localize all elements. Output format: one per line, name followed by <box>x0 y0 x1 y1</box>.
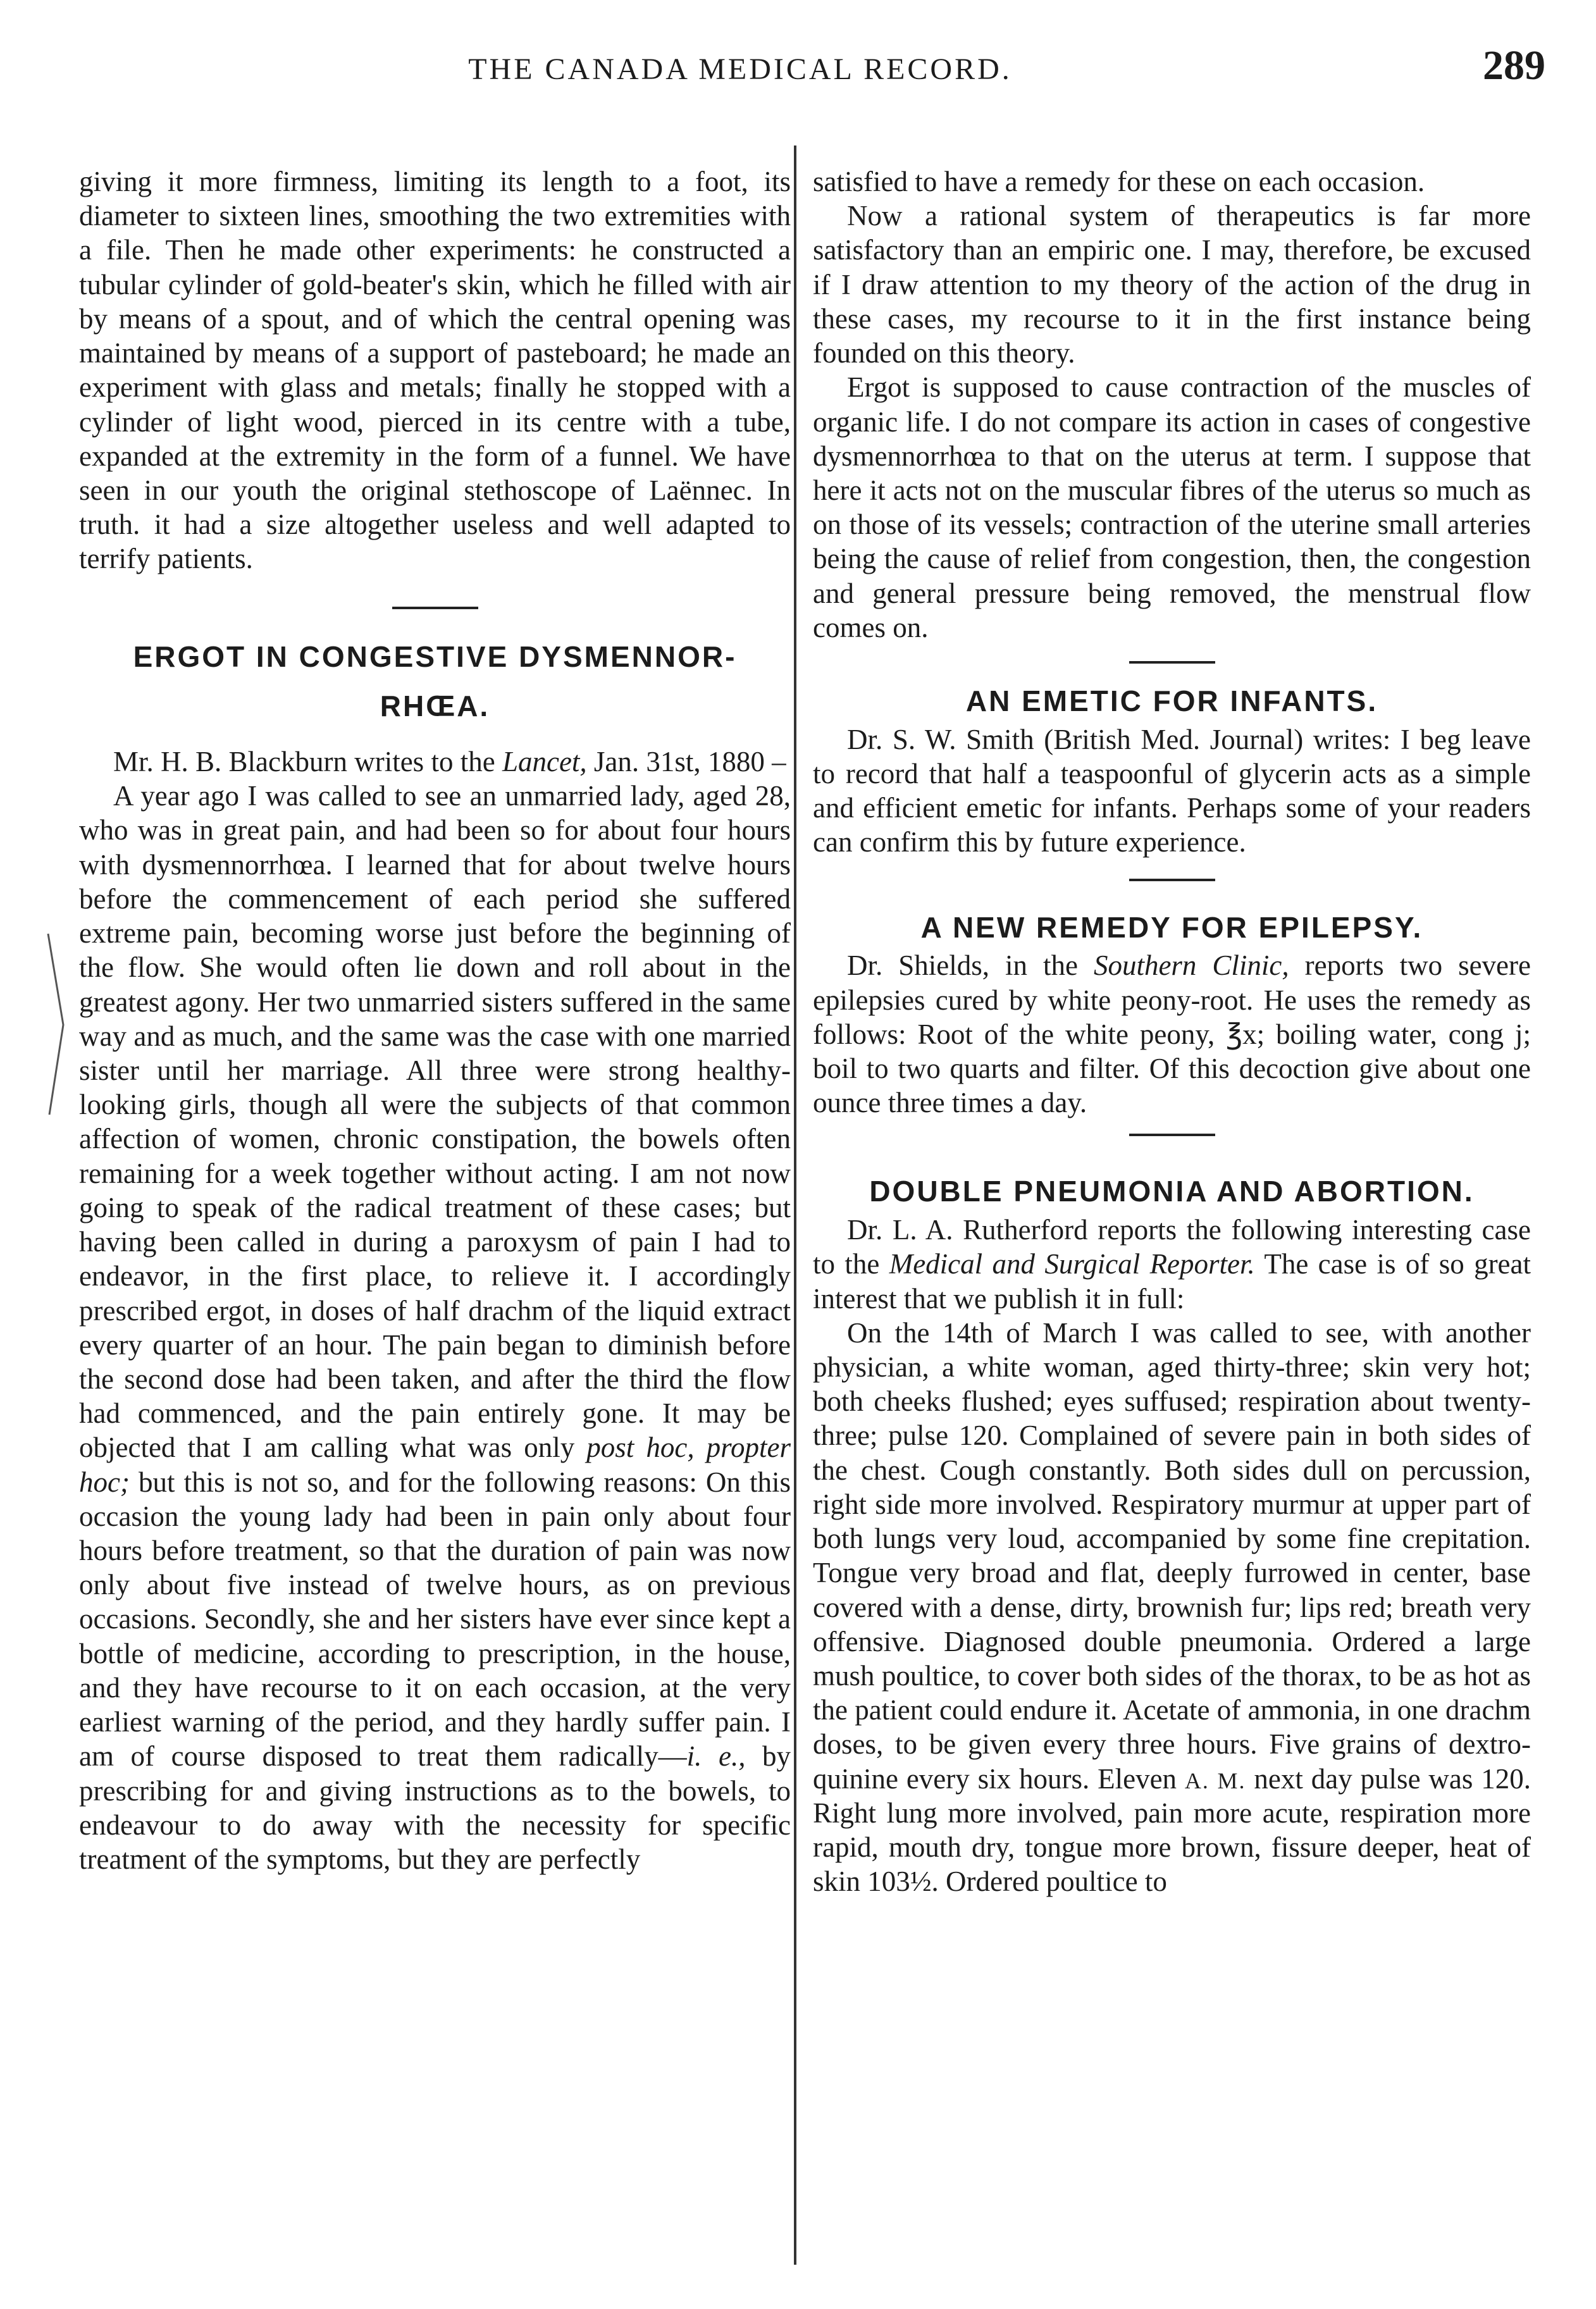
pneumonia-intro-source: Medical and Surgical Reporter. <box>889 1248 1255 1280</box>
ergot-body-ie: i. e., <box>686 1740 746 1773</box>
epilepsy-body-source: Southern Clinic, <box>1093 950 1289 982</box>
byline-text: Mr. H. B. Blackburn writes to the <box>113 746 502 777</box>
ergot-article-continuation: satisfied to have a remedy for these on each occasion. <box>813 166 1425 197</box>
pneumonia-body-part-2: next day pulse was 120. Right lung more involved, pain more acute, respiration more rapid, mouth dry, tongue more brown, fissure deeper, heat of skin 103½. Ordered poultice to <box>813 1762 1531 1898</box>
page-number: 289 <box>1483 42 1545 89</box>
section-divider <box>1129 879 1215 881</box>
ergot-article-title: ERGOT IN CONGESTIVE DYSMENNOR-RHŒA. <box>133 640 737 722</box>
ergot-article-paragraph-action: Ergot is supposed to cause contraction of the muscles of organic life. I do not compare its action in cases of congestive dysmennorrhœa to that on the uterus at term. I suppose that here it acts not on the muscular fibres of the uterus so much as on those of its vessels; contraction of the uterine small arteries being the cause of relief from congestion, then, the congestion and general pressure being removed, the menstrual flow comes on. <box>813 371 1531 643</box>
epilepsy-article-title: A NEW REMEDY FOR EPILEPSY. <box>920 910 1423 944</box>
pneumonia-article-body <box>813 1316 1531 1899</box>
pneumonia-body-part-1: On the 14th of March I was called to see, with another physician, a white woman, aged thirty-three; skin very hot; both cheeks flushed; eyes suffused; respiration about twenty-three; pulse 120. Complained of severe pain in both sides of the chest. Cough constantly. Both sides dull on percussion, right side more involved. Respiratory murmur at upper part of both lungs very loud, accompanied by some fine crepitation. Tongue very broad and flat, deeply furrowed in center, base covered with a dense, dirty, brownish fur; lips red; breath very offensive. Diagnosed double pneumonia. Ordered a large mush poultice, to cover both sides of the thorax, to be as hot as the patient could endure it. Acetate of ammonia, in one drachm doses, to be given every three hours. Five grains of dextro-quinine every six hours. Eleven <box>813 1316 1531 1795</box>
pneumonia-intro-prefix: Dr. L. A. Rutherford reports the following interesting case to the <box>813 1214 1531 1280</box>
ergot-body-part-3: by prescribing for and giving instructions as to the bowels, to endeavour to do away with the necessity for specific treatment of the symptoms, but they are perfectly <box>79 1740 791 1875</box>
ergot-body-part-2: but this is not so, and for the following reasons: On this occasion the young lady had been in pain only about four hours before treatment, so that the duration of pain was now only about five instead of twelve hours, as on previous occasions. Secondly, she and her sisters have ever since kept a bottle of medicine, according to prescription, in the house, and they have recourse to it on each occasion, at the very earliest warning of the period, and they hardly suffer pain. I am of course disposed to treat them radically— <box>79 1466 791 1773</box>
running-head: THE CANADA MEDICAL RECORD. <box>468 53 1012 86</box>
epilepsy-body-prefix: Dr. Shields, in the <box>847 950 1094 982</box>
byline-date: Jan. 31st, 1880 – <box>586 746 786 777</box>
ergot-body-latin: post hoc, propter hoc; <box>79 1432 791 1498</box>
byline-source: Lancet, <box>502 746 587 777</box>
pneumonia-article-title: DOUBLE PNEUMONIA AND ABORTION. <box>869 1175 1475 1208</box>
epilepsy-article-body <box>813 948 1531 1120</box>
margin-pencil-mark <box>44 930 70 1120</box>
right-column <box>813 164 1531 1898</box>
pneumonia-body-am: A. M. <box>1184 1767 1246 1793</box>
emetic-article-body: Dr. S. W. Smith (British Med. Journal) writes: I beg leave to record that half a teaspoonful of glycerin acts as a simple and efficient emetic for infants. Perhaps some of your readers can confirm this by future experience. <box>813 723 1531 858</box>
section-divider <box>392 607 478 609</box>
ergot-article-paragraph-therapeutics: Now a rational system of therapeutics is far more satisfactory than an empiric one. I may, therefore, be excused if I draw attention to my theory of the action of the drug in these cases, my recourse to it in the first instance being founded on this theory. <box>813 200 1531 369</box>
section-divider <box>1129 1134 1215 1136</box>
ergot-article-byline <box>79 745 791 779</box>
left-column <box>79 164 791 1876</box>
pneumonia-article-intro <box>813 1213 1531 1316</box>
stethoscope-article-continuation: giving it more firmness, limiting its length to a foot, its diameter to sixteen lines, smoothing the two extremities with a file. Then he made other experiments: he constructed a tubular cylinder of gold-beater's skin, which he filled with air by means of a spout, and of which the central opening was maintained by means of a support of pasteboard; he made an experiment with glass and metals; finally he stopped with a cylinder of light wood, pierced in its centre with a tube, expanded at the extremity in the form of a funnel. We have seen in our youth the original stethoscope of Laënnec. In truth. it had a size altogether useless and well adapted to terrify patients. <box>79 166 791 575</box>
column-rule <box>794 145 796 2265</box>
pneumonia-intro-suffix: The case is of so great interest that we publish it in full: <box>813 1248 1531 1315</box>
ergot-body-part-1: A year ago I was called to see an unmarried lady, aged 28, who was in great pain, and had been so for about four hours with dysmennorrhœa. I learned that for about twelve hours before the commencement of each period she suffered extreme pain, becoming worse just before the beginning of the flow. She would often lie down and roll about in the greatest agony. Her two unmarried sisters suffered in the same way and as much, and the same was the case with one married sister until her marriage. All three were strong healthy-looking girls, though all were the subjects of that common affection of women, chronic constipation, the bowels often remaining for a week together without acting. I am not now going to speak of the radical treatment of these cases; but having been called in during a paroxysm of pain I had to endeavor, in the first place, to relieve it. I accordingly prescribed ergot, in doses of half drachm of the liquid extract every quarter of an hour. The pain began to diminish before the second dose had been taken, and after the third the flow had commenced, and the pain entirely gone. It may be objected that I am calling what was only <box>79 780 791 1464</box>
emetic-article-title: AN EMETIC FOR INFANTS. <box>965 684 1378 718</box>
ergot-article-body <box>79 779 791 1876</box>
epilepsy-body-suffix: reports two severe epilepsies cured by white peony-root. He uses the remedy as follows: Root of the white peony, ℥x; boiling water, cong j; boil to two quarts and filter. Of this decoction give about one ounce three times a day. <box>813 950 1531 1119</box>
section-divider <box>1129 661 1215 664</box>
